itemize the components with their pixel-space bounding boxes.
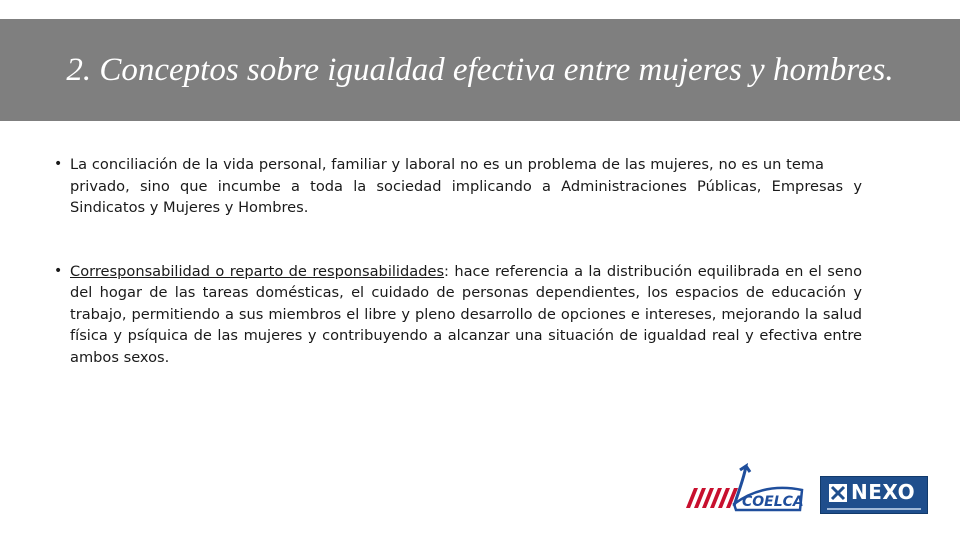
title-band bbox=[0, 19, 960, 121]
bullet-text-2: : hace referencia a la distribución equilibrada en el seno del hogar de las tareas domésticas, el cuidado de personas dependientes, los espacios de educación y trabajo, permitiendo a sus miembros el libre y pleno desarrollo de opciones e intereses, mejorando la salud física y psíquica de las mujeres y contribuyendo a alcanzar una situación de igualdad real y efectiva entre ambos sexos. bbox=[70, 262, 862, 366]
bullet-corresponsabilidad bbox=[52, 261, 862, 369]
slide-title: 2. Conceptos sobre igualdad efectiva entre mujeres y hombres. bbox=[66, 52, 894, 88]
bullet-marker: • bbox=[54, 156, 63, 172]
bullet-text-1b: privado, sino que incumbe a toda la sociedad implicando a Administraciones Públicas, Empresas y Sindicatos y Mujeres y Hombres. bbox=[70, 177, 862, 216]
bullet-marker: • bbox=[54, 262, 63, 279]
nexo-wordmark: NEXO bbox=[851, 480, 916, 504]
bullet-text-1a: La conciliación de la vida personal, familiar y laboral no es un problema de las mujeres, no es un tema bbox=[70, 156, 824, 173]
coelca-logo bbox=[684, 460, 804, 520]
bullet-term: Corresponsabilidad o reparto de responsabilidades bbox=[70, 262, 445, 280]
coelca-wordmark: COELCA bbox=[742, 494, 804, 510]
coelca-stripes-icon bbox=[686, 488, 738, 508]
bullet-list bbox=[52, 154, 862, 368]
bullet-conciliacion bbox=[52, 154, 862, 219]
nexo-x-icon bbox=[829, 484, 847, 502]
nexo-subline bbox=[827, 508, 921, 510]
nexo-logo bbox=[820, 476, 928, 514]
